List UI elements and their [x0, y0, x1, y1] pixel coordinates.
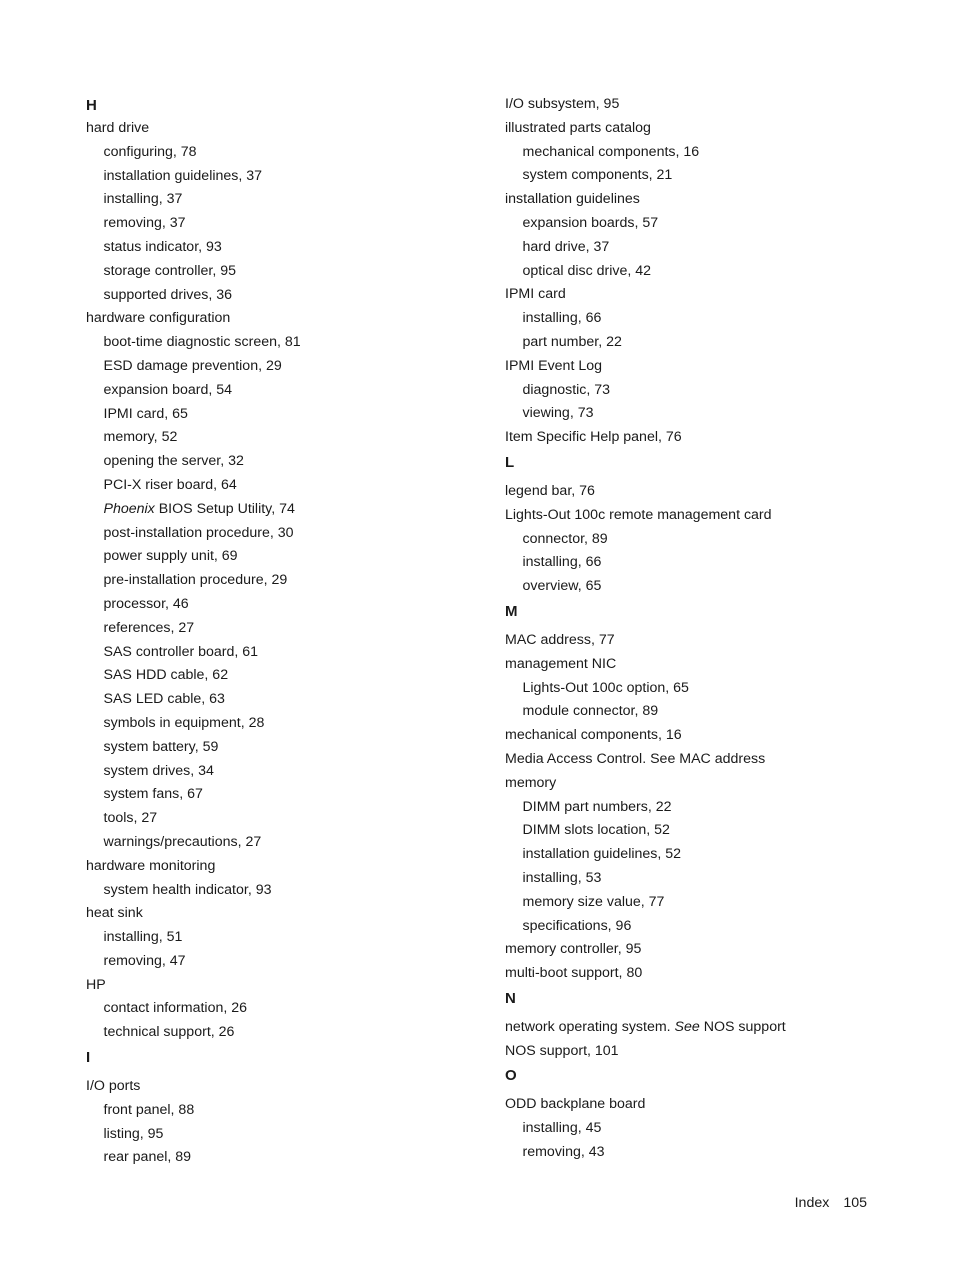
index-subentry: module connector, 89 — [522, 703, 659, 720]
index-entry: I/O subsystem, 95 — [505, 96, 620, 112]
index-entry: IPMI Event Log — [505, 357, 602, 374]
index-entry: memory controller, 95 — [505, 941, 642, 958]
index-subentry: storage controller, 95 — [103, 262, 236, 279]
index-column-right — [505, 93, 786, 1165]
index-subentry: hard drive, 37 — [522, 238, 610, 255]
index-subentry: SAS LED cable, 63 — [103, 691, 225, 708]
index-subentry: system drives, 34 — [103, 762, 214, 779]
index-subentry: expansion board, 54 — [103, 381, 233, 398]
index-subentry: SAS controller board, 61 — [103, 643, 259, 660]
index-subentry: removing, 43 — [522, 1144, 605, 1161]
index-subentry: memory, 52 — [103, 429, 178, 446]
index-subentry: DIMM slots location, 52 — [522, 822, 670, 839]
index-letter-heading: N — [505, 989, 516, 1007]
index-subentry: optical disc drive, 42 — [522, 262, 652, 279]
footer-section-label: Index — [794, 1195, 830, 1211]
index-subentry — [86, 498, 301, 522]
index-letter-heading: H — [86, 97, 97, 114]
index-subentry: expansion boards, 57 — [522, 214, 659, 231]
index-entry: multi-boot support, 80 — [505, 965, 643, 982]
index-subentry: removing, 37 — [103, 215, 186, 232]
index-letter-heading: I — [86, 1049, 91, 1067]
index-subentry: DIMM part numbers, 22 — [522, 798, 672, 815]
index-entry: IPMI card — [505, 286, 566, 303]
index-subentry: symbols in equipment, 28 — [103, 714, 265, 731]
index-subentry: system health indicator, 93 — [103, 881, 272, 898]
index-entry: I/O ports — [86, 1078, 141, 1095]
index-entry — [505, 1016, 786, 1040]
index-entry: ODD backplane board — [505, 1096, 646, 1113]
index-entry: heat sink — [86, 905, 143, 922]
index-subentry: opening the server, 32 — [103, 453, 244, 470]
index-subentry: installing, 66 — [522, 554, 602, 571]
index-subentry: contact information, 26 — [103, 1000, 248, 1017]
index-subentry: pre-installation procedure, 29 — [103, 572, 288, 589]
index-entry: hardware monitoring — [86, 857, 216, 874]
index-subentry: installation guidelines, 37 — [103, 167, 263, 184]
index-entry: MAC address, 77 — [505, 631, 615, 648]
index-subentry: processor, 46 — [103, 595, 189, 612]
see-reference: See — [674, 1018, 700, 1035]
entry-text: BIOS Setup Utility, 74 — [154, 500, 295, 517]
index-subentry: listing, 95 — [103, 1125, 164, 1142]
index-letter-heading: L — [505, 453, 515, 471]
index-subentry: warnings/precautions, 27 — [103, 833, 262, 850]
index-entry: Media Access Control. See MAC address — [505, 750, 766, 767]
index-subentry: connector, 89 — [522, 530, 608, 547]
index-entry: mechanical components, 16 — [505, 727, 682, 744]
entry-text: network operating system. — [505, 1018, 675, 1035]
index-subentry: configuring, 78 — [103, 143, 197, 160]
index-subentry: rear panel, 89 — [103, 1149, 192, 1166]
index-entry: hardware configuration — [86, 310, 231, 327]
index-subentry: references, 27 — [103, 619, 195, 636]
index-subentry: installing, 53 — [522, 869, 602, 886]
index-entry: Lights-Out 100c remote management card — [505, 506, 772, 523]
index-entry: installation guidelines — [505, 191, 640, 208]
index-subentry: IPMI card, 65 — [103, 405, 188, 422]
index-letter-heading: M — [505, 602, 518, 620]
index-entry: hard drive — [86, 120, 150, 136]
index-subentry: post-installation procedure, 30 — [103, 524, 294, 541]
index-subentry: installation guidelines, 52 — [522, 846, 682, 863]
index-letter-heading: O — [505, 1067, 517, 1085]
index-subentry: boot-time diagnostic screen, 81 — [103, 334, 301, 351]
index-entry: memory — [505, 774, 557, 791]
index-subentry: viewing, 73 — [522, 405, 594, 422]
index-subentry: system battery, 59 — [103, 738, 219, 755]
index-entry: HP — [86, 976, 106, 993]
index-subentry: ESD damage prevention, 29 — [103, 357, 282, 374]
index-entry: management NIC — [505, 655, 617, 672]
index-subentry: technical support, 26 — [103, 1024, 235, 1041]
index-subentry: system components, 21 — [522, 167, 673, 184]
index-subentry: supported drives, 36 — [103, 286, 233, 303]
index-subentry: Lights-Out 100c option, 65 — [522, 679, 689, 696]
index-subentry: PCI-X riser board, 64 — [103, 476, 237, 493]
index-subentry: front panel, 88 — [103, 1101, 195, 1118]
index-subentry: system fans, 67 — [103, 786, 203, 803]
index-subentry: specifications, 96 — [522, 917, 632, 934]
index-subentry: overview, 65 — [522, 578, 602, 595]
entry-text-after: NOS support — [699, 1018, 786, 1035]
index-subentry: status indicator, 93 — [103, 238, 222, 255]
index-subentry: part number, 22 — [522, 333, 622, 350]
index-subentry: power supply unit, 69 — [103, 548, 238, 565]
index-entry: Item Specific Help panel, 76 — [505, 429, 682, 446]
index-entry: illustrated parts catalog — [505, 119, 651, 136]
index-entry: legend bar, 76 — [505, 482, 595, 499]
index-subentry: tools, 27 — [103, 810, 158, 827]
index-subentry: SAS HDD cable, 62 — [103, 667, 229, 684]
index-subentry: removing, 47 — [103, 952, 186, 969]
index-subentry: mechanical components, 16 — [522, 143, 700, 160]
index-subentry: installing, 66 — [522, 310, 602, 327]
index-entry: NOS support, 101 — [505, 1042, 619, 1059]
index-subentry: installing, 45 — [522, 1120, 602, 1137]
italic-term: Phoenix — [103, 500, 155, 517]
index-subentry: memory size value, 77 — [522, 893, 665, 910]
index-subentry: diagnostic, 73 — [522, 381, 611, 398]
index-subentry: installing, 51 — [103, 929, 183, 946]
index-subentry: installing, 37 — [103, 191, 183, 208]
page-footer — [795, 1192, 867, 1214]
page-number: 105 — [843, 1195, 867, 1211]
index-column-left — [86, 93, 301, 1170]
